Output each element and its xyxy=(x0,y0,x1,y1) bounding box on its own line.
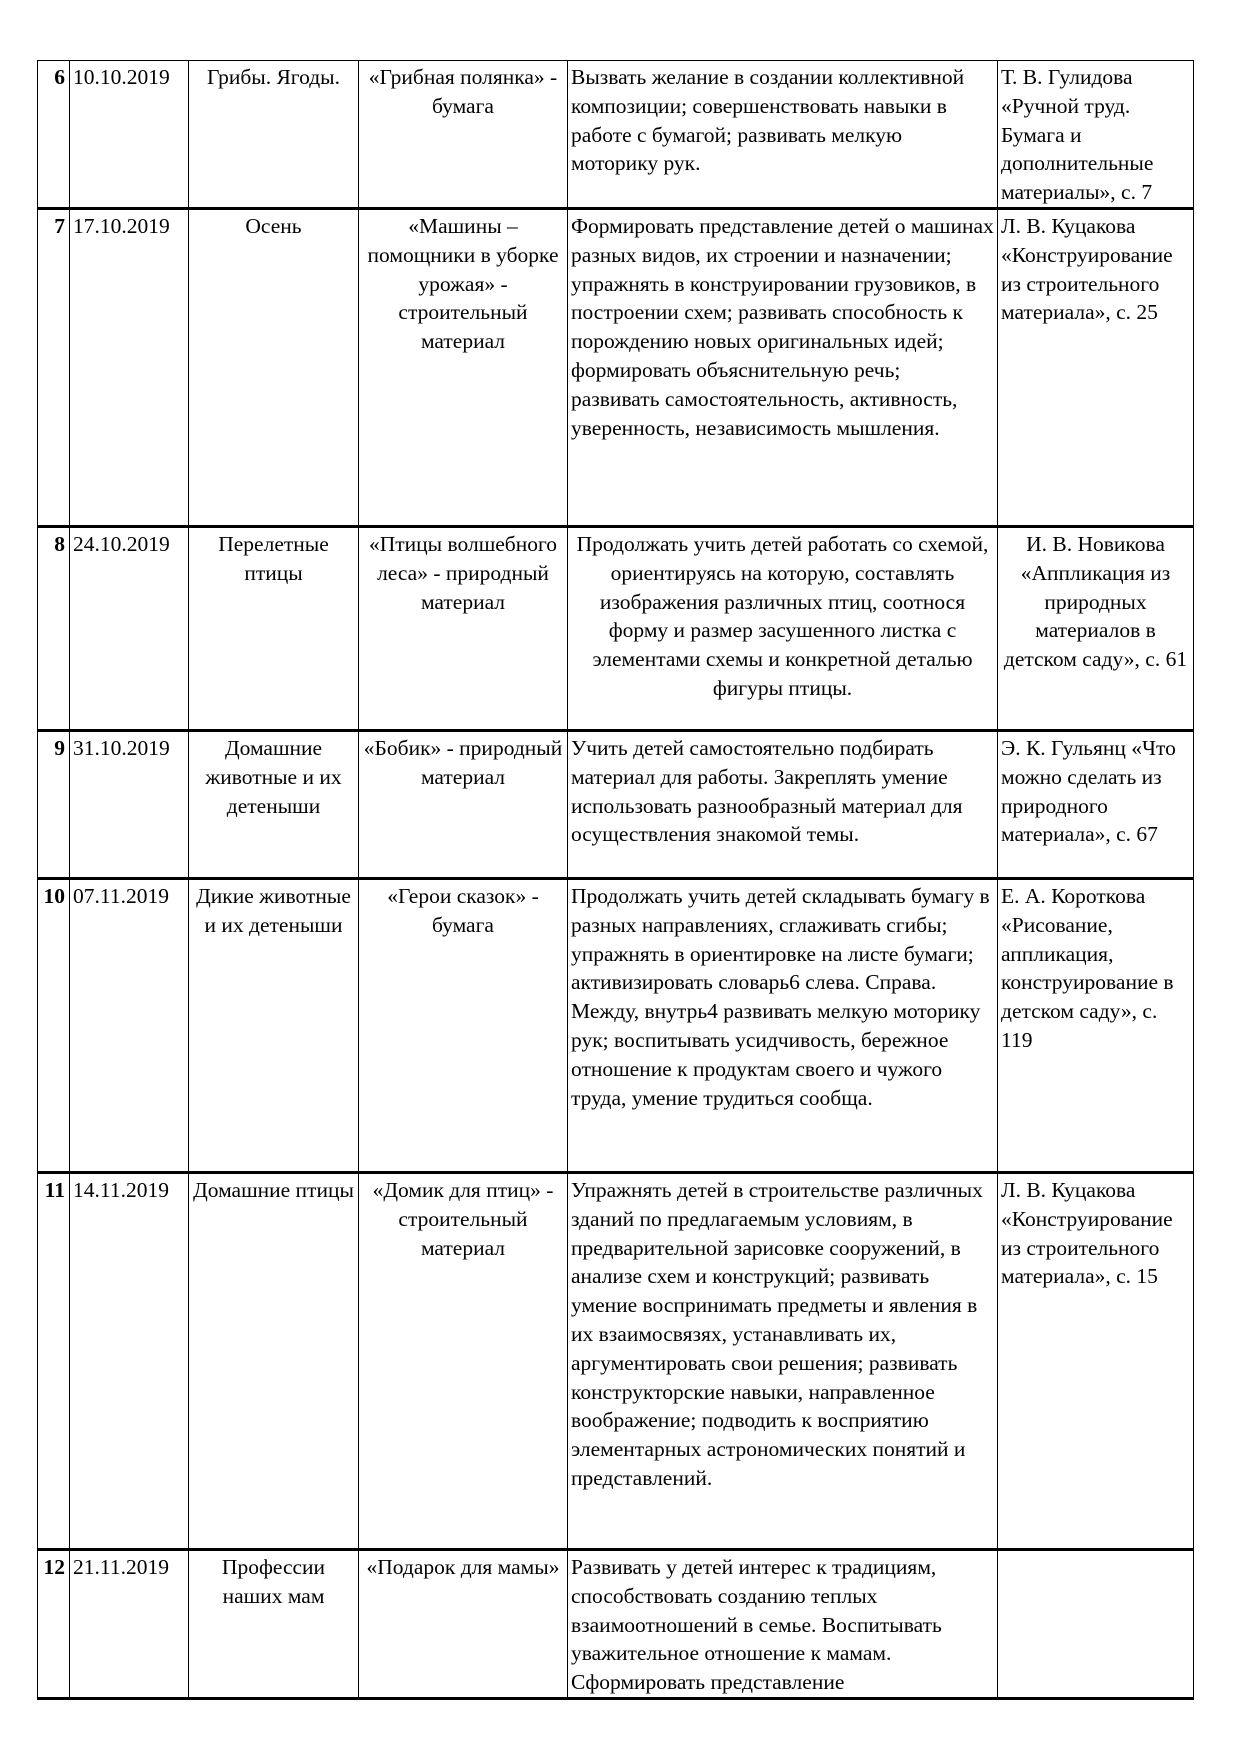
source-cell: И. В. Новикова «Аппликация из природных материалов в детском саду», с. 61 xyxy=(998,526,1194,730)
lesson-plan-table xyxy=(37,60,1194,1700)
table-row xyxy=(38,1172,1194,1549)
table-row xyxy=(38,526,1194,730)
source-cell: Л. В. Куцакова «Конструирование из строительного материала», с. 25 xyxy=(998,208,1194,526)
date-cell: 24.10.2019 xyxy=(70,526,189,730)
row-number: 8 xyxy=(38,526,70,730)
goals-cell: Развивать у детей интерес к традициям, способствовать созданию теплых взаимоотношений в семье. Воспитывать уважительное отношение к мамам. Сформировать представление xyxy=(568,1549,998,1698)
goals-cell: Учить детей самостоятельно подбирать материал для работы. Закреплять умение использовать разнообразный материал для осуществления знакомой темы. xyxy=(568,730,998,878)
goals-cell: Упражнять детей в строительстве различных зданий по предлагаемым условиям, в предварительной зарисовке сооружений, в анализе схем и конструкций; развивать умение воспринимать предметы и явления в их взаимосвязях, устанавливать их, аргументировать свои решения; развивать конструкторские навыки, направленное воображение; подводить к восприятию элементарных астрономических понятий и представлений. xyxy=(568,1172,998,1549)
table-row xyxy=(38,1549,1194,1698)
table-row xyxy=(38,61,1194,209)
activity-title-cell: «Домик для птиц» - строительный материал xyxy=(359,1172,568,1549)
row-number: 11 xyxy=(38,1172,70,1549)
table-row xyxy=(38,730,1194,878)
goals-cell: Продолжать учить детей работать со схемой, ориентируясь на которую, составлять изображения различных птиц, соотнося форму и размер засушенного листка с элементами схемы и конкретной деталью фигуры птицы. xyxy=(568,526,998,730)
activity-title-cell: «Машины – помощники в уборке урожая» - строительный материал xyxy=(359,208,568,526)
date-cell: 10.10.2019 xyxy=(70,61,189,209)
activity-title-cell: «Птицы волшебного леса» - природный материал xyxy=(359,526,568,730)
row-number: 12 xyxy=(38,1549,70,1698)
activity-title-cell: «Грибная полянка» - бумага xyxy=(359,61,568,209)
source-cell: Э. К. Гульянц «Что можно сделать из природного материала», с. 67 xyxy=(998,730,1194,878)
source-cell xyxy=(998,1549,1194,1698)
date-cell: 07.11.2019 xyxy=(70,878,189,1172)
theme-cell: Профессии наших мам xyxy=(189,1549,359,1698)
row-number: 7 xyxy=(38,208,70,526)
goals-cell: Продолжать учить детей складывать бумагу в разных направлениях, сглаживать сгибы; упражнять в ориентировке на листе бумаги; активизировать словарь6 слева. Справа. Между, внутрь4 развивать мелкую моторику рук; воспитывать усидчивость, бережное отношение к продуктам своего и чужого труда, умение трудиться сообща. xyxy=(568,878,998,1172)
date-cell: 31.10.2019 xyxy=(70,730,189,878)
row-number: 6 xyxy=(38,61,70,209)
source-cell: Л. В. Куцакова «Конструирование из строительного материала», с. 15 xyxy=(998,1172,1194,1549)
theme-cell: Дикие животные и их детеныши xyxy=(189,878,359,1172)
row-number: 10 xyxy=(38,878,70,1172)
theme-cell: Домашние животные и их детеныши xyxy=(189,730,359,878)
date-cell: 14.11.2019 xyxy=(70,1172,189,1549)
table-row xyxy=(38,878,1194,1172)
source-cell: Т. В. Гулидова «Ручной труд. Бумага и дополнительные материалы», с. 7 xyxy=(998,61,1194,209)
theme-cell: Грибы. Ягоды. xyxy=(189,61,359,209)
activity-title-cell: «Подарок для мамы» xyxy=(359,1549,568,1698)
goals-cell: Вызвать желание в создании коллективной композиции; совершенствовать навыки в работе с бумагой; развивать мелкую моторику рук. xyxy=(568,61,998,209)
theme-cell: Перелетные птицы xyxy=(189,526,359,730)
date-cell: 21.11.2019 xyxy=(70,1549,189,1698)
source-cell: Е. А. Короткова «Рисование, аппликация, конструирование в детском саду», с. 119 xyxy=(998,878,1194,1172)
theme-cell: Осень xyxy=(189,208,359,526)
activity-title-cell: «Герои сказок» - бумага xyxy=(359,878,568,1172)
goals-cell: Формировать представление детей о машинах разных видов, их строении и назначении; упражнять в конструировании грузовиков, в построении схем; развивать способность к порождению новых оригинальных идей; формировать объяснительную речь; развивать самостоятельность, активность, уверенность, независимость мышления. xyxy=(568,208,998,526)
theme-cell: Домашние птицы xyxy=(189,1172,359,1549)
row-number: 9 xyxy=(38,730,70,878)
activity-title-cell: «Бобик» - природный материал xyxy=(359,730,568,878)
date-cell: 17.10.2019 xyxy=(70,208,189,526)
table-row xyxy=(38,208,1194,526)
